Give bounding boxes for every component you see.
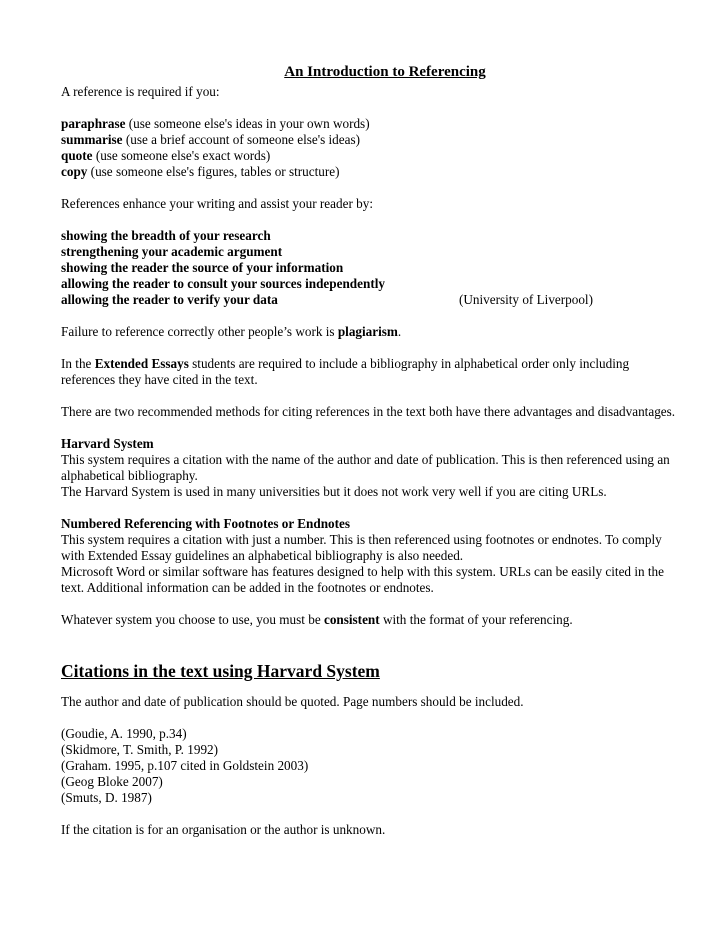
enhance-intro: References enhance your writing and assist your reader by: <box>61 196 373 211</box>
numbered-heading: Numbered Referencing with Footnotes or Endnotes <box>61 516 351 531</box>
reason-detail: (use someone else's exact words) <box>92 148 271 163</box>
spacer <box>61 710 681 726</box>
spacer <box>61 806 681 822</box>
spacer <box>61 340 681 356</box>
harvard-description: This system requires a citation with the name of the author and date of publication. This is then referenced using an alphabetical bibliography. <box>61 452 670 483</box>
list-item: showing the reader the source of your information <box>61 260 344 275</box>
plagiarism-statement <box>61 324 681 340</box>
reason-detail: (use someone else's figures, tables or structure) <box>87 164 340 179</box>
text-span: students are required to include a bibliography in alphabetical order only including references they have cited in the text. <box>61 356 630 387</box>
document-page <box>61 62 681 838</box>
reason-term: copy <box>61 164 88 179</box>
benefit-text: allowing the reader to verify your data <box>61 292 278 307</box>
text-span: Whatever system you choose to use, you must be <box>61 612 324 627</box>
consistent-statement <box>61 612 681 628</box>
citation-examples <box>61 726 681 806</box>
spacer <box>61 644 681 660</box>
citation-example: (Graham. 1995, p.107 cited in Goldstein 2003) <box>61 758 309 773</box>
plagiarism-term: plagiarism <box>337 324 398 339</box>
reasons-list <box>61 116 681 180</box>
reason-term: paraphrase <box>61 116 126 131</box>
list-item: showing the breadth of your research <box>61 228 271 243</box>
organisation-note: If the citation is for an organisation or the author is unknown. <box>61 822 386 837</box>
spacer <box>61 100 681 116</box>
citations-heading: Citations in the text using Harvard System <box>61 661 380 681</box>
citations-intro: The author and date of publication should be quoted. Page numbers should be included. <box>61 694 524 709</box>
list-item <box>61 292 681 308</box>
spacer <box>61 500 681 516</box>
spacer <box>61 596 681 612</box>
harvard-usage: The Harvard System is used in many universities but it does not work very well if you are citing URLs. <box>61 484 607 499</box>
citation-example: (Geog Bloke 2007) <box>61 774 163 789</box>
benefits-list <box>61 228 681 308</box>
numbered-software-note: Microsoft Word or similar software has features designed to help with this system. URLs can be easily cited in the text. Additional information can be added in the footnotes or endnotes. <box>61 564 664 595</box>
spacer <box>61 682 681 694</box>
reason-term: summarise <box>61 132 123 147</box>
citation-example: (Smuts, D. 1987) <box>61 790 152 805</box>
spacer <box>61 180 681 196</box>
benefits-source: (University of Liverpool) <box>458 292 593 307</box>
text-span: In the <box>61 356 95 371</box>
extended-essays-paragraph <box>61 356 681 388</box>
spacer <box>61 388 681 404</box>
citation-example: (Skidmore, T. Smith, P. 1992) <box>61 742 219 757</box>
reference-required-intro: A reference is required if you: <box>61 84 220 99</box>
list-item <box>61 148 681 164</box>
list-item: allowing the reader to consult your sources independently <box>61 276 385 291</box>
page-title: An Introduction to Referencing <box>284 64 486 80</box>
spacer <box>61 628 681 644</box>
citation-example: (Goudie, A. 1990, p.34) <box>61 726 187 741</box>
consistent-term: consistent <box>323 612 380 627</box>
list-item <box>61 116 681 132</box>
reason-detail: (use someone else's ideas in your own words) <box>125 116 370 131</box>
text-span: . <box>397 324 402 339</box>
reason-term: quote <box>61 148 93 163</box>
text-span: with the format of your referencing. <box>379 612 573 627</box>
numbered-description: This system requires a citation with just a number. This is then referenced using footnotes or endnotes. To comply with Extended Essay guidelines an alphabetical bibliography is also needed. <box>61 532 662 563</box>
spacer <box>61 308 681 324</box>
extended-essays-term: Extended Essays <box>94 356 189 371</box>
harvard-heading: Harvard System <box>61 436 154 451</box>
spacer <box>61 212 681 228</box>
text-span: Failure to reference correctly other people’s work is <box>61 324 338 339</box>
list-item <box>61 164 681 180</box>
methods-paragraph: There are two recommended methods for citing references in the text both have there advantages and disadvantages. <box>61 404 676 419</box>
list-item <box>61 132 681 148</box>
reason-detail: (use a brief account of someone else's ideas) <box>122 132 361 147</box>
list-item: strengthening your academic argument <box>61 244 283 259</box>
spacer <box>61 420 681 436</box>
